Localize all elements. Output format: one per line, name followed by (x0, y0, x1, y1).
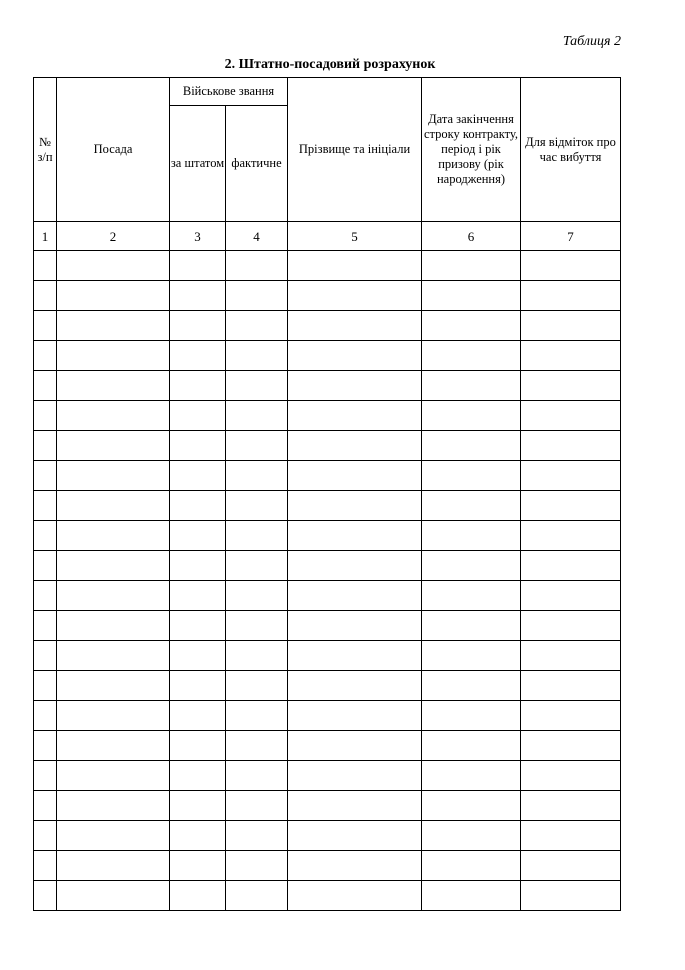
table-row (34, 761, 621, 791)
table-cell[interactable] (170, 611, 226, 641)
table-cell[interactable] (422, 671, 521, 701)
table-cell[interactable] (521, 791, 621, 821)
table-caption: Таблиця 2 (562, 34, 621, 49)
table-cell[interactable] (57, 581, 170, 611)
table-row (34, 461, 621, 491)
table-cell[interactable] (288, 791, 422, 821)
table-cell[interactable] (226, 311, 288, 341)
header-number: № з/п (34, 78, 57, 222)
table-cell[interactable] (422, 461, 521, 491)
table-cell[interactable] (57, 791, 170, 821)
table-cell[interactable] (288, 701, 422, 731)
table-cell[interactable] (422, 821, 521, 851)
table-cell[interactable] (422, 881, 521, 911)
table-cell[interactable] (170, 851, 226, 881)
table-cell[interactable] (226, 731, 288, 761)
table-cell[interactable] (57, 491, 170, 521)
column-number: 2 (57, 222, 170, 251)
table-cell[interactable] (422, 851, 521, 881)
table-cell[interactable] (34, 851, 57, 881)
table-cell[interactable] (422, 521, 521, 551)
header-departure-notes: Для відміток про час вибуття (521, 78, 621, 222)
table-cell[interactable] (521, 731, 621, 761)
header-position: Посада (57, 78, 170, 222)
column-number: 1 (34, 222, 57, 251)
document-title: 2. Штатно-посадовий розрахунок (224, 57, 436, 72)
table-cell[interactable] (34, 491, 57, 521)
table-cell[interactable] (226, 371, 288, 401)
table-cell[interactable] (521, 251, 621, 281)
column-number: 6 (422, 222, 521, 251)
table-cell[interactable] (170, 671, 226, 701)
column-number: 3 (170, 222, 226, 251)
table-cell[interactable] (521, 341, 621, 371)
table-row (34, 431, 621, 461)
table-cell[interactable] (34, 371, 57, 401)
table-cell[interactable] (170, 821, 226, 851)
table-cell[interactable] (170, 701, 226, 731)
table-row (34, 551, 621, 581)
table-cell[interactable] (521, 821, 621, 851)
header-rank-by-staff: за штатом (170, 106, 226, 222)
header-contract-date: Дата закінчення строку контракту, період і рік призову (рік народження) (422, 78, 521, 222)
table-cell[interactable] (170, 401, 226, 431)
table-cell[interactable] (57, 731, 170, 761)
table-cell[interactable] (288, 311, 422, 341)
table-cell[interactable] (34, 761, 57, 791)
table-row (34, 611, 621, 641)
header-row (34, 78, 621, 106)
staff-table (33, 77, 621, 911)
table-cell[interactable] (34, 431, 57, 461)
table-cell[interactable] (288, 431, 422, 461)
table-cell[interactable] (288, 731, 422, 761)
table-cell[interactable] (288, 821, 422, 851)
table-cell[interactable] (521, 491, 621, 521)
table-cell[interactable] (170, 461, 226, 491)
table-cell[interactable] (57, 761, 170, 791)
table-cell[interactable] (170, 791, 226, 821)
table-cell[interactable] (57, 521, 170, 551)
table-cell[interactable] (57, 881, 170, 911)
table-cell[interactable] (521, 401, 621, 431)
table-cell[interactable] (422, 281, 521, 311)
table-cell[interactable] (170, 551, 226, 581)
table-cell[interactable] (422, 311, 521, 341)
table-cell[interactable] (170, 251, 226, 281)
table-cell[interactable] (34, 701, 57, 731)
column-number-row (34, 222, 621, 251)
table-cell[interactable] (288, 611, 422, 641)
table-cell[interactable] (57, 551, 170, 581)
table-cell[interactable] (288, 281, 422, 311)
table-cell[interactable] (170, 281, 226, 311)
table-cell[interactable] (422, 251, 521, 281)
table-row (34, 281, 621, 311)
table-cell[interactable] (226, 251, 288, 281)
table-cell[interactable] (57, 641, 170, 671)
table-cell[interactable] (422, 431, 521, 461)
table-cell[interactable] (521, 521, 621, 551)
table-cell[interactable] (57, 311, 170, 341)
table-cell[interactable] (57, 431, 170, 461)
table-cell[interactable] (226, 581, 288, 611)
table-cell[interactable] (57, 371, 170, 401)
table-cell[interactable] (521, 641, 621, 671)
table-row (34, 521, 621, 551)
table-cell[interactable] (57, 611, 170, 641)
table-cell[interactable] (226, 551, 288, 581)
table-cell[interactable] (57, 701, 170, 731)
column-number: 5 (288, 222, 422, 251)
table-cell[interactable] (57, 401, 170, 431)
table-row (34, 881, 621, 911)
table-cell[interactable] (422, 551, 521, 581)
table-cell[interactable] (521, 551, 621, 581)
table-row (34, 641, 621, 671)
table-cell[interactable] (288, 581, 422, 611)
table-row (34, 251, 621, 281)
table-cell[interactable] (288, 761, 422, 791)
table-cell[interactable] (226, 491, 288, 521)
table-cell[interactable] (422, 701, 521, 731)
table-cell[interactable] (422, 341, 521, 371)
table-cell[interactable] (288, 881, 422, 911)
table-cell[interactable] (521, 671, 621, 701)
table-cell[interactable] (34, 281, 57, 311)
table-cell[interactable] (288, 671, 422, 701)
table-cell[interactable] (422, 611, 521, 641)
table-cell[interactable] (226, 341, 288, 371)
table-row (34, 401, 621, 431)
table-cell[interactable] (170, 641, 226, 671)
table-cell[interactable] (422, 401, 521, 431)
table-cell[interactable] (226, 461, 288, 491)
table-cell[interactable] (226, 431, 288, 461)
table-cell[interactable] (521, 461, 621, 491)
table-row (34, 701, 621, 731)
table-cell[interactable] (170, 761, 226, 791)
table-cell[interactable] (34, 611, 57, 641)
column-number: 7 (521, 222, 621, 251)
table-cell[interactable] (422, 791, 521, 821)
table-cell[interactable] (34, 521, 57, 551)
table-cell[interactable] (34, 401, 57, 431)
table-cell[interactable] (288, 551, 422, 581)
table-cell[interactable] (226, 281, 288, 311)
table-cell[interactable] (288, 371, 422, 401)
table-cell[interactable] (226, 881, 288, 911)
table-row (34, 791, 621, 821)
table-cell[interactable] (34, 311, 57, 341)
table-cell[interactable] (422, 731, 521, 761)
table-cell[interactable] (170, 431, 226, 461)
table-cell[interactable] (288, 341, 422, 371)
table-cell[interactable] (57, 341, 170, 371)
table-cell[interactable] (226, 701, 288, 731)
table-cell[interactable] (226, 761, 288, 791)
table-cell[interactable] (288, 491, 422, 521)
table-cell[interactable] (521, 281, 621, 311)
table-row (34, 821, 621, 851)
table-cell[interactable] (170, 311, 226, 341)
table-cell[interactable] (34, 461, 57, 491)
table-cell[interactable] (34, 671, 57, 701)
table-cell[interactable] (34, 821, 57, 851)
table-cell[interactable] (57, 851, 170, 881)
table-row (34, 311, 621, 341)
table-cell[interactable] (521, 851, 621, 881)
table-cell[interactable] (288, 401, 422, 431)
table-row (34, 731, 621, 761)
table-cell[interactable] (226, 821, 288, 851)
table-cell[interactable] (288, 641, 422, 671)
table-cell[interactable] (226, 791, 288, 821)
table-cell[interactable] (34, 881, 57, 911)
table-cell[interactable] (170, 491, 226, 521)
table-cell[interactable] (288, 521, 422, 551)
table-cell[interactable] (422, 641, 521, 671)
table-cell[interactable] (34, 791, 57, 821)
table-cell[interactable] (170, 581, 226, 611)
header-rank-actual: фактичне (226, 106, 288, 222)
table-cell[interactable] (57, 671, 170, 701)
table-cell[interactable] (288, 851, 422, 881)
column-number: 4 (226, 222, 288, 251)
table-cell[interactable] (521, 431, 621, 461)
table-cell[interactable] (34, 251, 57, 281)
table-cell[interactable] (521, 311, 621, 341)
table-cell[interactable] (170, 371, 226, 401)
table-cell[interactable] (226, 671, 288, 701)
table-cell[interactable] (521, 701, 621, 731)
table-cell[interactable] (521, 371, 621, 401)
table-row (34, 581, 621, 611)
table-cell[interactable] (422, 491, 521, 521)
table-cell[interactable] (521, 581, 621, 611)
table-cell[interactable] (288, 461, 422, 491)
table-cell[interactable] (521, 881, 621, 911)
table-cell[interactable] (57, 251, 170, 281)
table-row (34, 341, 621, 371)
table-cell[interactable] (226, 521, 288, 551)
header-name: Прізвище та ініціали (288, 78, 422, 222)
table-cell[interactable] (57, 821, 170, 851)
table-cell[interactable] (226, 641, 288, 671)
table-cell[interactable] (170, 881, 226, 911)
table-cell[interactable] (34, 641, 57, 671)
table-cell[interactable] (34, 341, 57, 371)
table-cell[interactable] (288, 251, 422, 281)
table-cell[interactable] (422, 581, 521, 611)
table-cell[interactable] (57, 281, 170, 311)
table-row (34, 671, 621, 701)
table-cell[interactable] (521, 611, 621, 641)
table-cell[interactable] (57, 461, 170, 491)
table-cell[interactable] (422, 371, 521, 401)
table-cell[interactable] (170, 341, 226, 371)
table-row (34, 371, 621, 401)
table-cell[interactable] (34, 731, 57, 761)
header-military-rank: Військове звання (170, 78, 288, 106)
table-cell[interactable] (521, 761, 621, 791)
table-cell[interactable] (226, 401, 288, 431)
table-cell[interactable] (226, 611, 288, 641)
table-row (34, 851, 621, 881)
table-cell[interactable] (170, 731, 226, 761)
table-cell[interactable] (34, 581, 57, 611)
table-cell[interactable] (34, 551, 57, 581)
table-cell[interactable] (170, 521, 226, 551)
table-row (34, 491, 621, 521)
table-cell[interactable] (226, 851, 288, 881)
table-cell[interactable] (422, 761, 521, 791)
